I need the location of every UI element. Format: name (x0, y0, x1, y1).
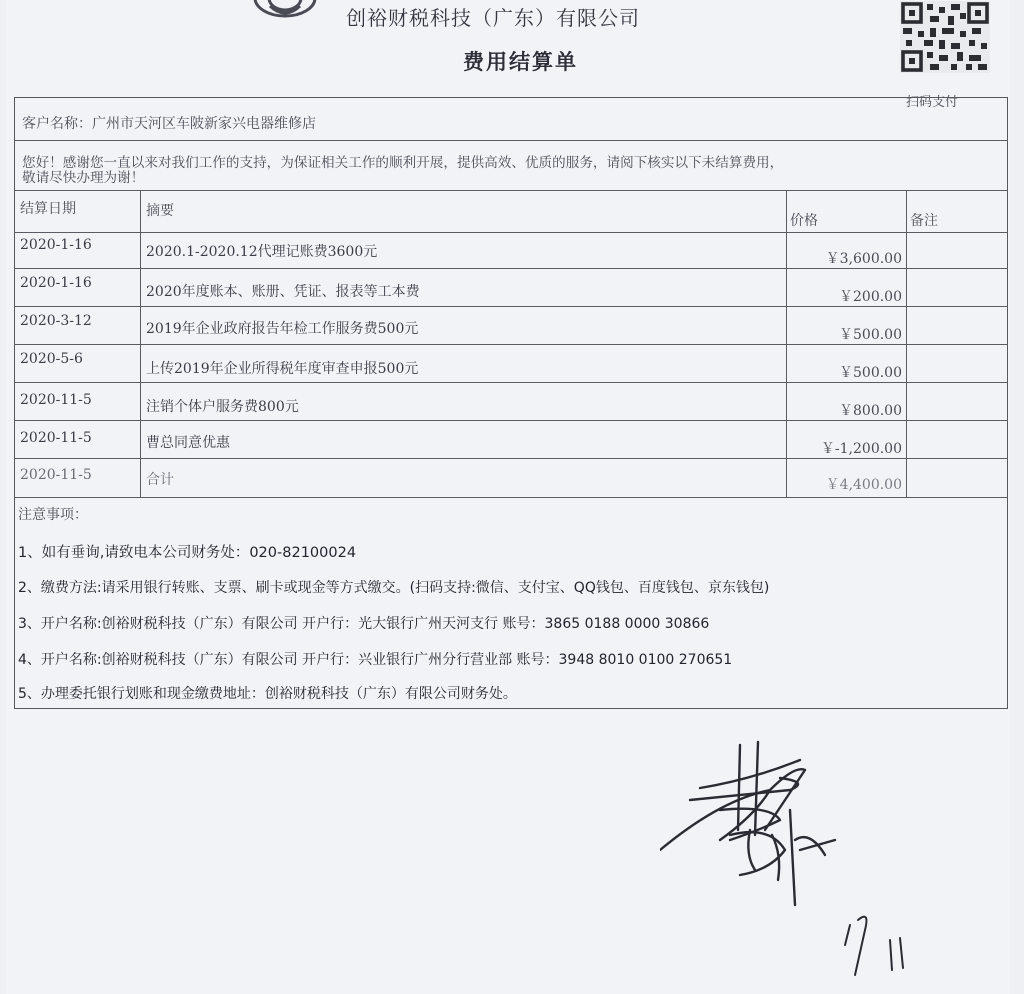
note-item: 5、办理委托银行划账和现金缴费地址：创裕财税科技（广东）有限公司财务处。 (18, 686, 517, 702)
divider (786, 190, 787, 497)
row-price: ￥4,400.00 (825, 477, 902, 493)
row-date: 2020-11-5 (20, 467, 92, 483)
divider (140, 190, 141, 497)
row-price: ￥3,600.00 (825, 251, 902, 267)
row-summary: 曹总同意优惠 (146, 435, 230, 451)
company-name: 创裕财税科技（广东）有限公司 (346, 6, 640, 30)
row-date: 2020-11-5 (20, 430, 92, 446)
note-item: 3、开户名称:创裕财税科技（广东）有限公司 开户行：光大银行广州天河支行 账号：3865 0188 0000 30866 (18, 616, 710, 632)
qr-pay-label: 扫码支付 (906, 95, 959, 110)
note-item: 2、缴费方法:请采用银行转账、支票、刷卡或现金等方式缴交。(扫码支持:微信、支付宝、QQ钱包、百度钱包、京东钱包) (18, 580, 770, 596)
divider (14, 458, 1008, 459)
row-price: ￥500.00 (839, 327, 902, 343)
row-summary: 注销个体户服务费800元 (146, 399, 299, 415)
row-summary: 2020年度账本、账册、凭证、报表等工本费 (146, 284, 420, 300)
header-remark: 备注 (910, 213, 938, 229)
row-price: ￥-1,200.00 (820, 441, 902, 457)
qr-code-icon (900, 0, 990, 74)
note-item: 1、如有垂询,请致电本公司财务处：020-82100024 (18, 545, 357, 561)
row-date: 2020-1-16 (20, 275, 92, 291)
notes-title: 注意事项： (18, 507, 88, 523)
row-summary: 合计 (146, 472, 174, 488)
handwritten-signature (660, 730, 960, 980)
greeting-line-2: 敬请尽快办理为谢！ (22, 170, 145, 186)
row-summary: 上传2019年企业所得税年度审查申报500元 (146, 361, 419, 377)
row-price: ￥800.00 (839, 403, 902, 419)
divider (14, 190, 1008, 191)
row-date: 2020-5-6 (20, 351, 83, 367)
row-date: 2020-11-5 (20, 392, 92, 408)
greeting-line-1: 您好！感谢您一直以来对我们工作的支持，为保证相关工作的顺利开展，提供高效、优质的服务，请阅下核实以下未结算费用， (22, 155, 784, 171)
row-summary: 2020.1-2020.12代理记账费3600元 (146, 244, 378, 260)
divider (14, 268, 1008, 269)
divider (14, 232, 1008, 233)
divider (14, 306, 1008, 307)
divider (906, 190, 907, 497)
divider (14, 140, 1008, 141)
divider (14, 344, 1008, 345)
divider (14, 497, 1008, 498)
header-summary: 摘要 (146, 203, 174, 219)
customer-name: 客户名称：广州市天河区车陂新家兴电器维修店 (22, 116, 316, 132)
header-date: 结算日期 (20, 201, 76, 217)
row-date: 2020-3-12 (20, 313, 92, 329)
header-price: 价格 (790, 213, 818, 229)
document-title: 费用结算单 (463, 49, 578, 74)
divider (14, 382, 1008, 383)
row-price: ￥200.00 (839, 289, 902, 305)
row-summary: 2019年企业政府报告年检工作服务费500元 (146, 321, 419, 337)
company-logo (250, 0, 320, 22)
row-date: 2020-1-16 (20, 237, 92, 253)
note-item: 4、开户名称:创裕财税科技（广东）有限公司 开户行：兴业银行广州分行营业部 账号：3948 8010 0100 270651 (18, 652, 733, 668)
divider (14, 420, 1008, 421)
row-price: ￥500.00 (839, 365, 902, 381)
